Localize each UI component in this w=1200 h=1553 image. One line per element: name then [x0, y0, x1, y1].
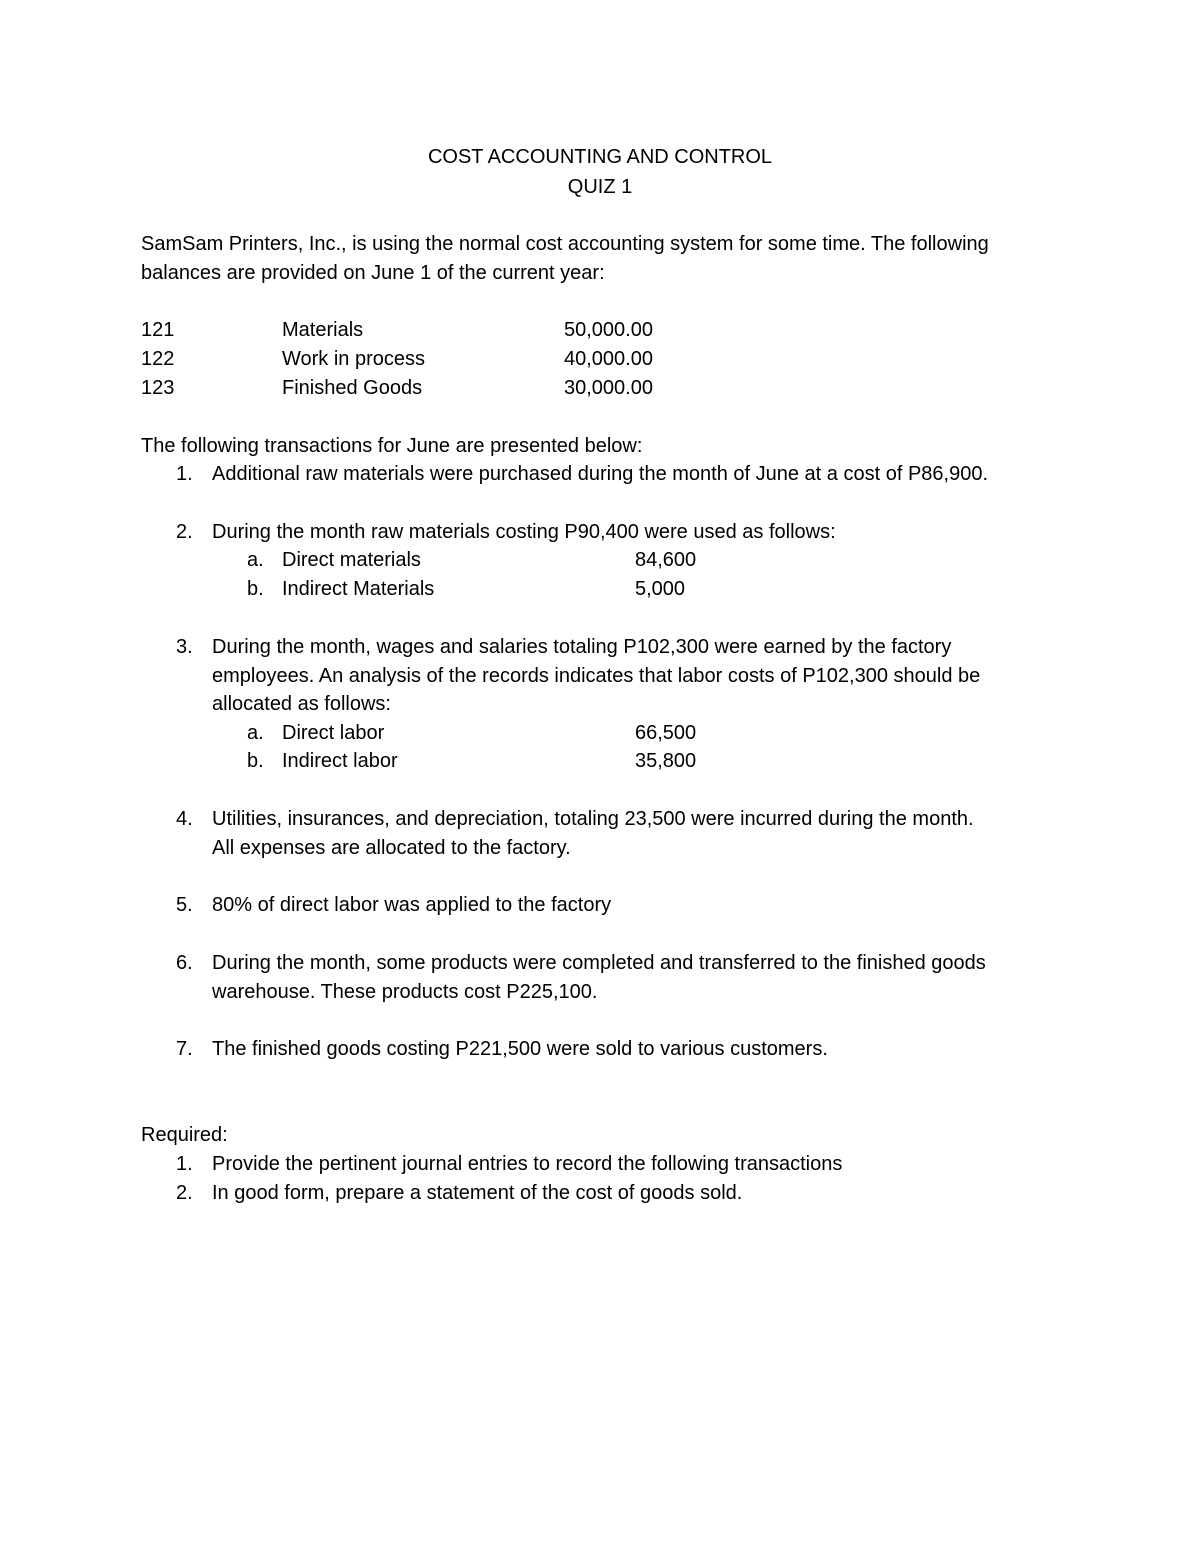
- account-name: Work in process: [282, 348, 426, 370]
- intro-line-2: balances are provided on June 1 of the current year:: [141, 262, 605, 284]
- sub-item-letter: b.: [247, 750, 264, 772]
- required-text: Provide the pertinent journal entries to record the following transactions: [212, 1153, 843, 1175]
- transaction-text: warehouse. These products cost P225,100.: [212, 981, 598, 1003]
- sub-item-label: Direct labor: [282, 722, 385, 744]
- sub-item-amount: 35,800: [635, 750, 697, 772]
- required-number: 1.: [176, 1153, 193, 1175]
- intro-line-1: SamSam Printers, Inc., is using the normal cost accounting system for some time. The following: [141, 233, 989, 255]
- transaction-text: The finished goods costing P221,500 were sold to various customers.: [212, 1038, 828, 1060]
- transaction-text: During the month raw materials costing P90,400 were used as follows:: [212, 521, 836, 543]
- account-number: 121: [141, 319, 175, 341]
- transaction-text: During the month, wages and salaries totaling P102,300 were earned by the factory: [212, 636, 952, 658]
- sub-item-label: Indirect labor: [282, 750, 398, 772]
- transaction-number: 3.: [176, 636, 193, 658]
- transaction-text: All expenses are allocated to the factory.: [212, 837, 571, 859]
- sub-item-label: Direct materials: [282, 549, 421, 571]
- transactions-intro: The following transactions for June are presented below:: [141, 435, 643, 457]
- document-title: COST ACCOUNTING AND CONTROL: [427, 146, 773, 168]
- transaction-text: 80% of direct labor was applied to the factory: [212, 894, 612, 916]
- sub-item-amount: 84,600: [635, 549, 697, 571]
- transaction-text: Additional raw materials were purchased during the month of June at a cost of P86,900.: [212, 463, 989, 485]
- account-number: 122: [141, 348, 175, 370]
- required-text: In good form, prepare a statement of the cost of goods sold.: [212, 1182, 743, 1204]
- transaction-text: During the month, some products were completed and transferred to the finished goods: [212, 952, 986, 974]
- required-number: 2.: [176, 1182, 193, 1204]
- sub-item-amount: 5,000: [635, 578, 686, 600]
- transaction-text: employees. An analysis of the records indicates that labor costs of P102,300 should be: [212, 665, 981, 687]
- sub-item-letter: a.: [247, 549, 264, 571]
- sub-item-label: Indirect Materials: [282, 578, 435, 600]
- account-amount: 40,000.00: [564, 348, 653, 370]
- sub-item-amount: 66,500: [635, 722, 697, 744]
- transaction-number: 2.: [176, 521, 193, 543]
- transaction-number: 1.: [176, 463, 193, 485]
- document-subtitle: QUIZ 1: [567, 176, 633, 198]
- transaction-number: 6.: [176, 952, 193, 974]
- account-name: Materials: [282, 319, 364, 341]
- transaction-text: allocated as follows:: [212, 693, 391, 715]
- account-number: 123: [141, 377, 175, 399]
- transaction-text: Utilities, insurances, and depreciation, totaling 23,500 were incurred during the month.: [212, 808, 974, 830]
- required-label: Required:: [141, 1124, 228, 1146]
- account-amount: 30,000.00: [564, 377, 653, 399]
- transaction-number: 4.: [176, 808, 193, 830]
- sub-item-letter: b.: [247, 578, 264, 600]
- account-amount: 50,000.00: [564, 319, 653, 341]
- transaction-number: 7.: [176, 1038, 193, 1060]
- account-name: Finished Goods: [282, 377, 423, 399]
- transaction-number: 5.: [176, 894, 193, 916]
- sub-item-letter: a.: [247, 722, 264, 744]
